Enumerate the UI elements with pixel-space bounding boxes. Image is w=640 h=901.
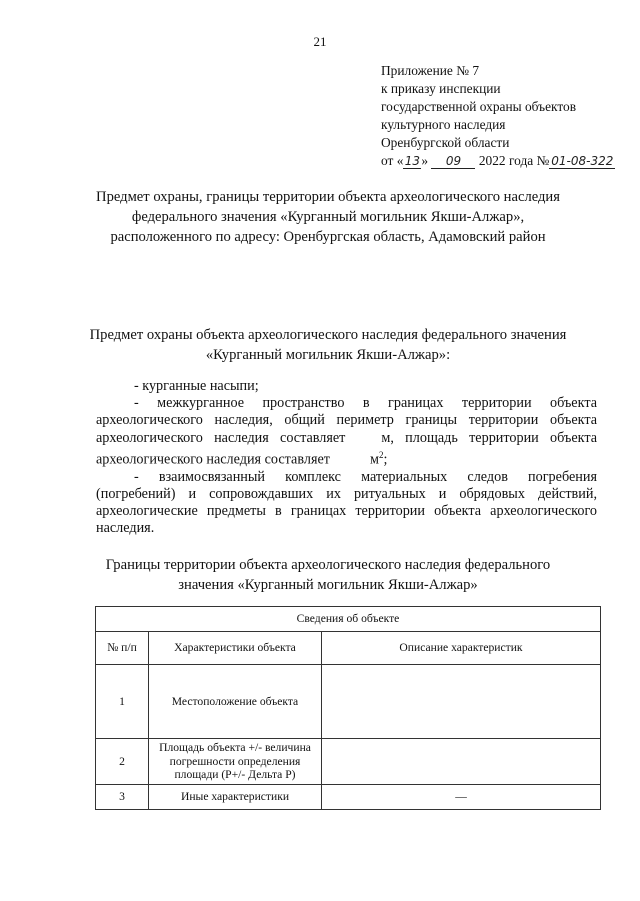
appendix-region: Оренбургской области — [381, 135, 510, 150]
title-line-1: Предмет охраны, границы территории объекта археологического наследия — [96, 189, 560, 205]
document-title — [60, 187, 596, 247]
handwritten-month: 09 — [431, 155, 475, 169]
handwritten-day: 13 — [404, 154, 421, 168]
header-description: Описание характеристик — [322, 632, 601, 665]
list-item-space — [96, 395, 597, 469]
boundaries-heading-line-1: Границы территории объекта археологического наследия федерального — [105, 557, 551, 573]
subject-heading-line-2: «Курганный могильник Якши-Алжар»: — [205, 347, 451, 363]
boundaries-heading — [80, 555, 576, 595]
protection-subject-heading — [60, 325, 596, 365]
list-item-mounds: - курганные насыпи; — [134, 378, 259, 394]
row-number: 1 — [96, 665, 149, 739]
row-number: 3 — [96, 785, 149, 810]
row-description: — — [322, 785, 601, 810]
title-line-3: расположенного по адресу: Оренбургская область, Адамовский район — [110, 229, 546, 245]
header-characteristic: Характеристики объекта — [149, 632, 322, 665]
row-description — [322, 739, 601, 785]
protection-subject-list — [96, 378, 597, 538]
appendix-header — [381, 62, 615, 170]
row-characteristic: Местоположение объекта — [149, 665, 322, 739]
subject-heading-line-1: Предмет охраны объекта археологического наследия федерального значения — [89, 327, 567, 343]
title-line-2: федерального значения «Курганный могильник Якши-Алжар», — [131, 209, 525, 225]
row-number: 2 — [96, 739, 149, 785]
handwritten-order-number: 01-08-322 — [551, 154, 614, 168]
row-description — [322, 665, 601, 739]
appendix-heritage: культурного наследия — [381, 117, 506, 132]
page-number: 21 — [313, 34, 327, 49]
date-separator: » — [421, 153, 429, 168]
space-text-part2: м, площадь территории объекта археологического наследия составляет — [96, 429, 597, 468]
area-unit-exponent: 2 — [378, 449, 384, 460]
header-number: № п/п — [96, 632, 149, 665]
list-item-end: ; — [383, 451, 388, 468]
year-text: 2022 года № — [478, 153, 550, 168]
table-row — [96, 785, 601, 810]
appendix-date-line — [381, 152, 615, 170]
appendix-inspection-name: государственной охраны объектов — [381, 99, 577, 114]
space-text-part1: - межкурганное пространство в границах территории объекта археологического наследия, общий периметр границы территории объекта археологического наследия составляет — [96, 395, 597, 446]
table-row — [96, 739, 601, 785]
appendix-order-ref: к приказу инспекции — [381, 81, 501, 96]
table-caption: Сведения об объекте — [96, 607, 601, 632]
date-prefix: от « — [381, 153, 404, 168]
appendix-title: Приложение № 7 — [381, 63, 480, 78]
list-item-complex: - взаимосвязанный комплекс материальных следов погребения (погребений) и сопровождавших их ритуальных и обрядовых действий, археологические предметы в границах территории объекта археологического наследия. — [96, 468, 597, 537]
boundaries-heading-line-2: значения «Курганный могильник Якши-Алжар» — [178, 577, 478, 593]
area-unit: м — [369, 451, 379, 468]
row-characteristic: Площадь объекта +/- величина погрешности определения площади (Р+/- Дельта Р) — [149, 739, 322, 785]
object-info-table — [95, 606, 601, 810]
row-characteristic: Иные характеристики — [149, 785, 322, 810]
table-row — [96, 665, 601, 739]
